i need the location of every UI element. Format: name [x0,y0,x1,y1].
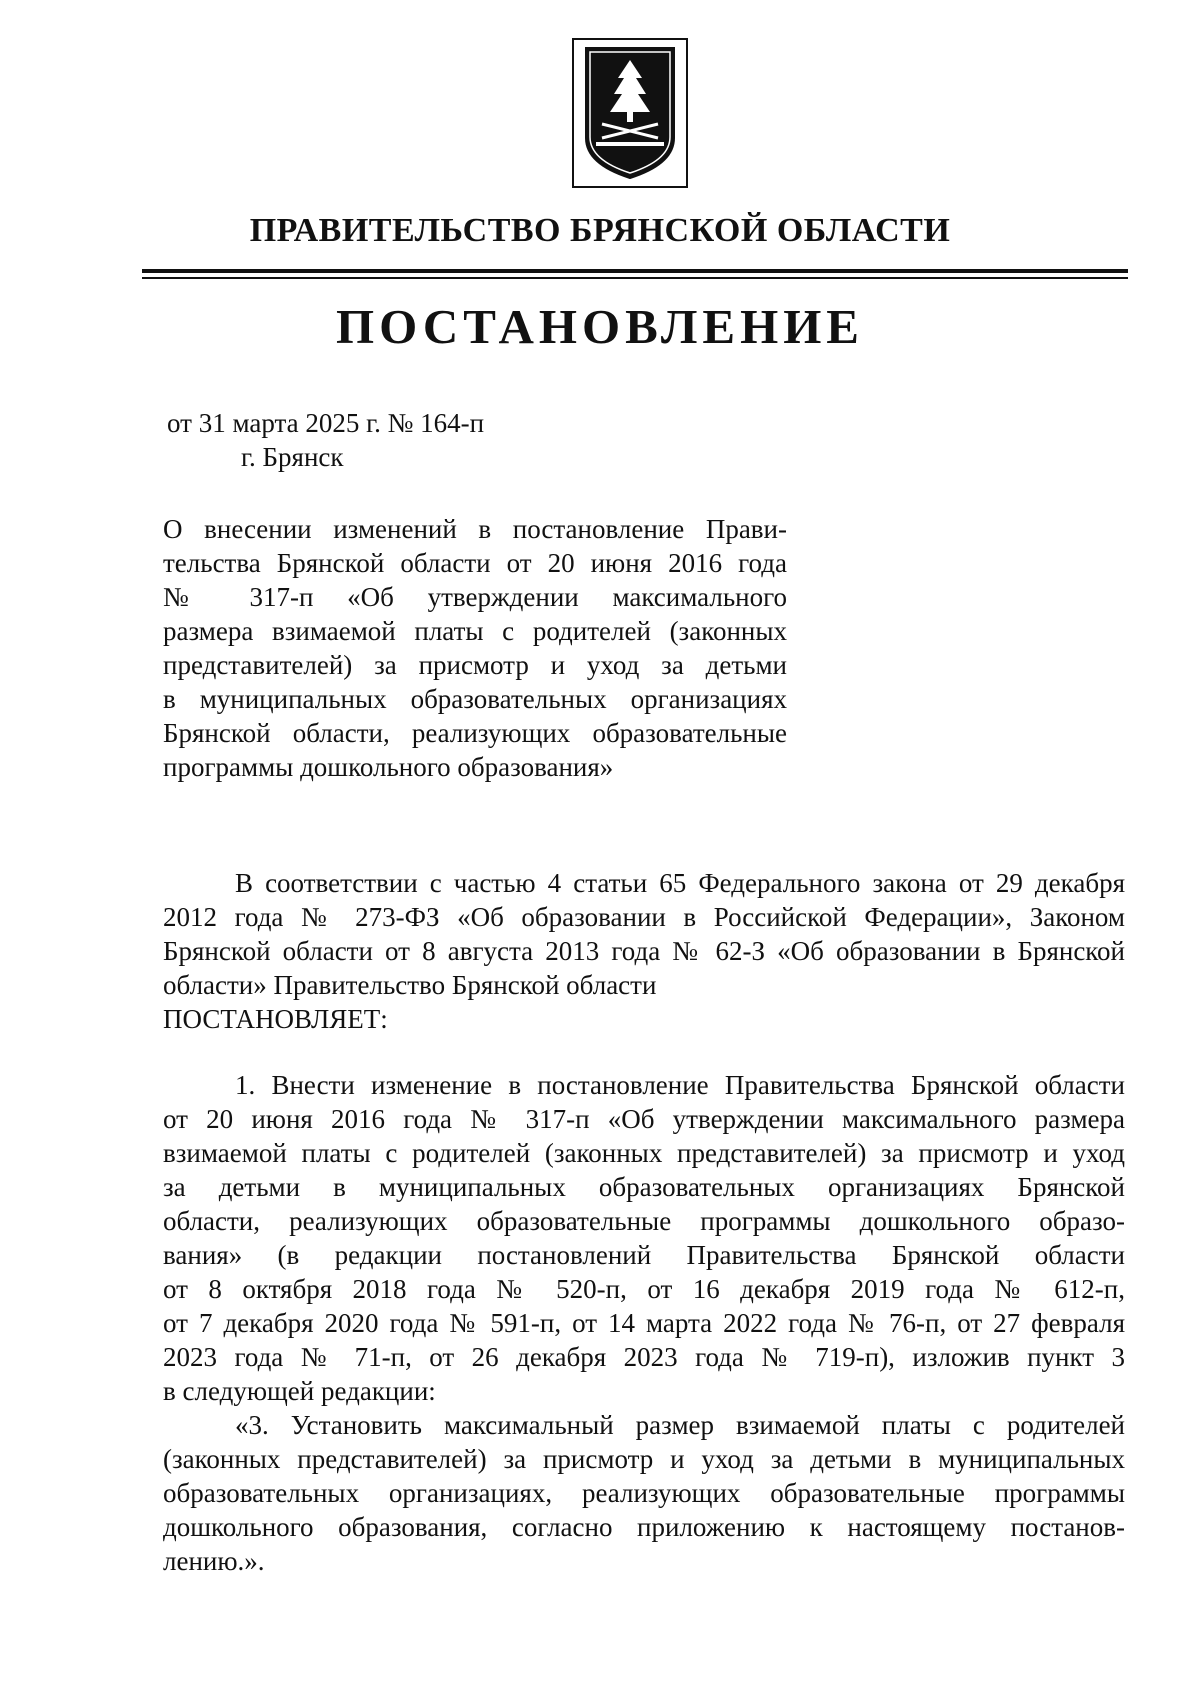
item-1-line: взимаемой платы с родителей (законных представителей) за присмотр и уход [163,1138,1125,1168]
subject-line: № 317-п «Об утверждении максимального [163,582,787,612]
item-3-line: образовательных организациях, реализующих образовательные программы [163,1478,1125,1508]
subject-line: тельства Брянской области от 20 июня 2016 года [163,548,787,578]
item-1-line: вания» (в редакции постановлений Правительства Брянской области [163,1240,1125,1270]
item-1-line: за детьми в муниципальных образовательных организациях Брянской [163,1172,1125,1202]
item-3-line: дошкольного образования, согласно приложению к настоящему постанов- [163,1512,1125,1542]
item-3-line: (законных представителей) за присмотр и уход за детьми в муниципальных [163,1444,1125,1474]
preamble-line: области» Правительство Брянской области [163,970,657,1000]
document-type: ПОСТАНОВЛЕНИЕ [336,299,864,354]
authority-title: ПРАВИТЕЛЬСТВО БРЯНСКОЙ ОБЛАСТИ [249,212,951,249]
item-1-line: от 20 июня 2016 года № 317-п «Об утверждении максимального размера [163,1104,1125,1134]
resolves-heading: ПОСТАНОВЛЯЕТ: [163,1004,388,1034]
item-1-line: от 8 октября 2018 года № 520-п, от 16 декабря 2019 года № 612-п, [163,1274,1125,1304]
item-1-line: в следующей редакции: [163,1376,436,1406]
item-1-line: 2023 года № 71-п, от 26 декабря 2023 года № 719-п), изложив пункт 3 [163,1342,1125,1372]
subject-line: размера взимаемой платы с родителей (законных [163,616,787,646]
bryansk-coat-of-arms-icon [572,38,688,188]
document-city: г. Брянск [241,442,344,472]
preamble-line: 2012 года № 273-ФЗ «Об образовании в Российской Федерации», Законом [163,902,1125,932]
item-1-line: области, реализующих образовательные программы дошкольного образо- [163,1206,1125,1236]
item-1-line: 1. Внести изменение в постановление Правительства Брянской области [235,1070,1125,1100]
item-3-line: «3. Установить максимальный размер взимаемой платы с родителей [235,1410,1125,1440]
document-date-number: от 31 марта 2025 г. № 164-п [167,408,485,438]
preamble-line: В соответствии с частью 4 статьи 65 Федерального закона от 29 декабря [235,868,1125,898]
item-1-line: от 7 декабря 2020 года № 591-п, от 14 марта 2022 года № 76-п, от 27 февраля [163,1308,1125,1338]
subject-line: О внесении изменений в постановление Прави- [163,514,787,544]
item-3-line: лению.». [163,1546,265,1576]
subject-line: в муниципальных образовательных организациях [163,684,787,714]
header-rule-thick [142,269,1128,273]
subject-line: программы дошкольного образования» [163,752,614,782]
subject-line: представителей) за присмотр и уход за детьми [163,650,787,680]
header-rule-thin [142,277,1128,279]
subject-line: Брянской области, реализующих образовательные [163,718,787,748]
preamble-line: Брянской области от 8 августа 2013 года № 62-З «Об образовании в Брянской [163,936,1125,966]
